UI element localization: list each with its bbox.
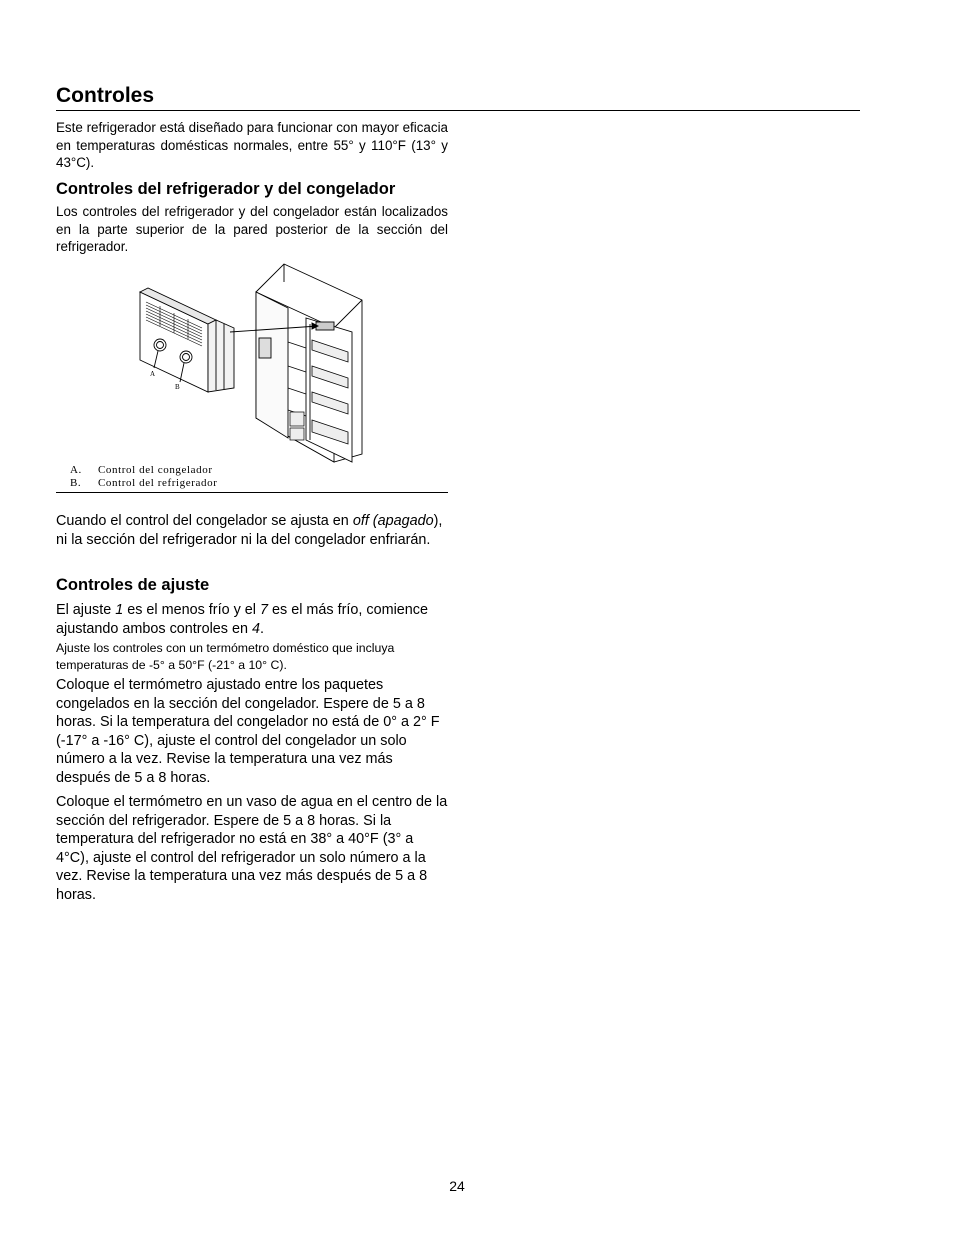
figure-divider xyxy=(56,492,448,493)
caption-text: Control del refrigerador xyxy=(98,477,218,489)
caption-letter: A. xyxy=(70,464,82,476)
off-text-after: ), ni la sección del refrigerador ni la del congelador enfriarán. xyxy=(56,513,443,548)
setting-7: 7 xyxy=(260,602,269,618)
caption-letter: B. xyxy=(70,477,82,489)
setting-4: 4 xyxy=(252,620,261,637)
adjust-text: es el más frío, comience ajustando ambos controles en xyxy=(56,602,428,637)
adjust-paragraph-2: Ajuste los controles con un termómetro doméstico que incluya temperaturas de -5° a 50°F (-21° a 10° C). xyxy=(56,641,395,672)
refrigerator-drawing xyxy=(230,264,362,462)
control-panel-drawing xyxy=(140,288,234,392)
page-title: Controles xyxy=(56,84,155,107)
intro-paragraph: Este refrigerador está diseñado para funcionar con mayor eficacia en temperaturas domésticas normales, entre 55° y 110°F (13° y 43°C). xyxy=(56,120,448,170)
title-divider xyxy=(56,110,860,111)
controls-heading: Controles del refrigerador y del congelador xyxy=(56,180,396,198)
adjust-text: . xyxy=(260,620,265,637)
off-text-italic: off (apagado xyxy=(352,513,434,529)
controls-paragraph: Los controles del refrigerador y del congelador están localizados en la parte superior de la pared posterior de la sección del refrigerador. xyxy=(56,204,448,254)
adjust-paragraph-1 xyxy=(56,601,448,638)
caption-b xyxy=(70,477,217,490)
off-text-before: Cuando el control del congelador se ajusta en xyxy=(56,513,353,529)
page-number: 24 xyxy=(449,1178,465,1194)
refrigerator-controls-illustration xyxy=(138,262,368,466)
caption-a xyxy=(70,464,217,477)
label-b: B xyxy=(175,383,180,391)
adjust-paragraph-4: Coloque el termómetro en un vaso de agua en el centro de la sección del refrigerador. Espere de 5 a 8 horas. Si la temperatura del refrigerador no está en 38° a 40°F (3° a 4°C), ajuste el control del refrigerador un solo número a la vez. Revise la temperatura una vez más después de 5 a 8 horas. xyxy=(56,794,448,903)
setting-1: 1 xyxy=(115,602,124,618)
caption-text: Control del congelador xyxy=(98,464,213,476)
figure-captions xyxy=(70,464,217,490)
off-paragraph xyxy=(56,512,448,549)
adjust-text: El ajuste xyxy=(56,602,116,618)
adjust-text: es el menos frío y el xyxy=(123,602,260,618)
adjust-paragraph-3: Coloque el termómetro ajustado entre los paquetes congelados en la sección del congelador. Espere de 5 a 8 horas. Si la temperatura del congelador no está de 0° a 2° F (-17° a -16° C), ajuste el control del congelador un solo número a la vez. Revise la temperatura una vez más después de 5 a 8 horas. xyxy=(56,677,440,786)
adjust-heading: Controles de ajuste xyxy=(56,576,210,594)
label-a: A xyxy=(150,370,156,378)
